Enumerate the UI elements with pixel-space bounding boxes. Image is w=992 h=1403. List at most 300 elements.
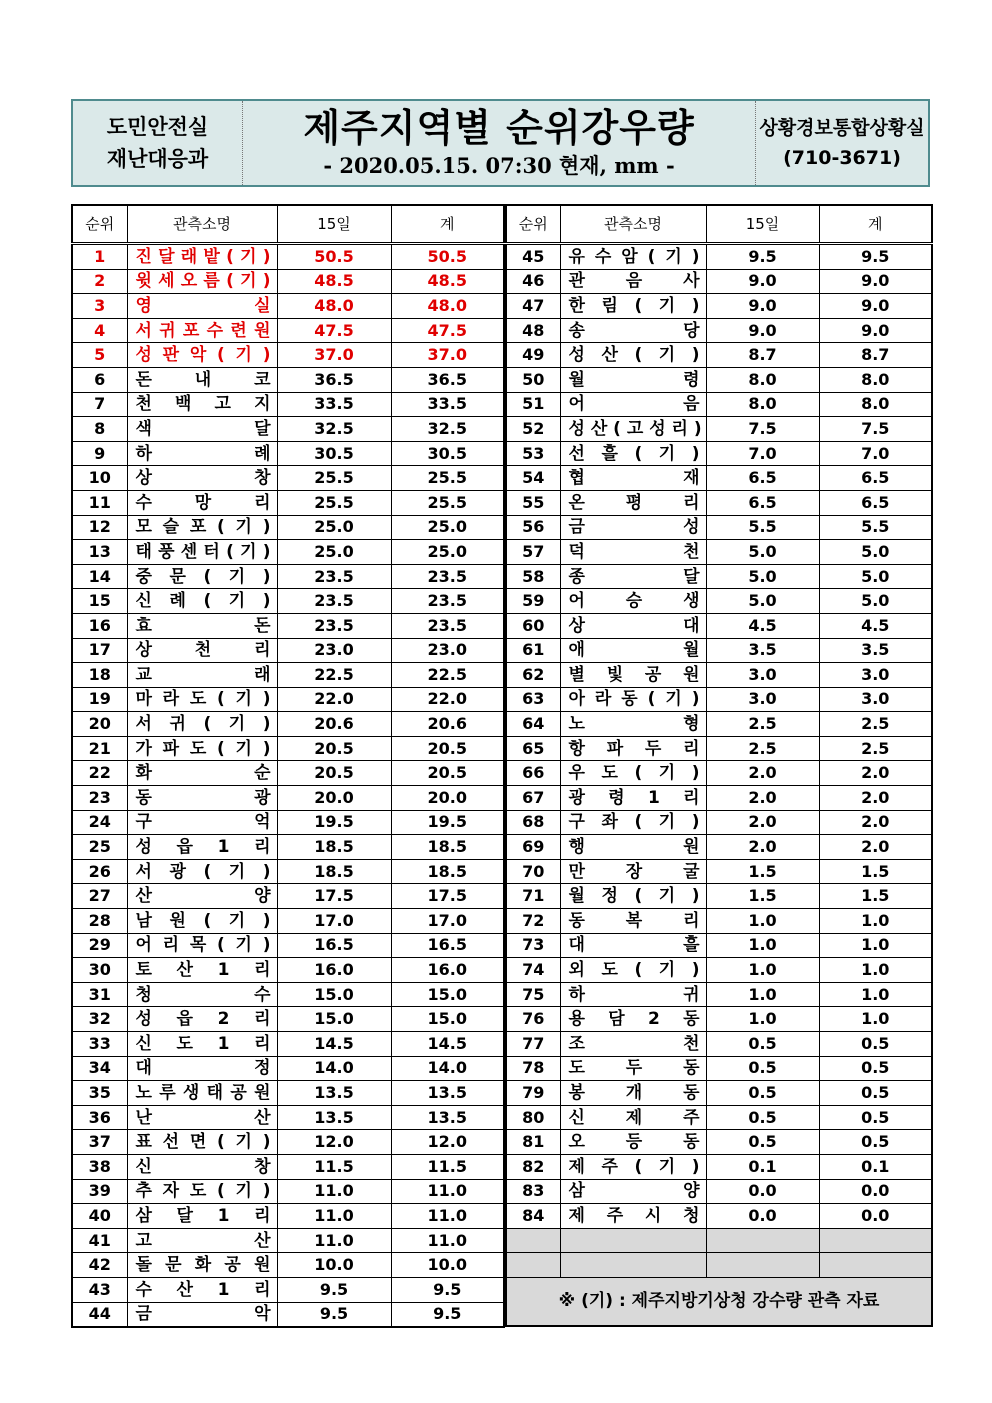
table-row (72, 294, 504, 319)
total-rainfall-cell: 1.5 (819, 859, 932, 884)
station-name-text: 도 두 동 (568, 1058, 700, 1079)
total-rainfall-cell: 17.5 (391, 884, 504, 909)
station-name-text: 항 파 두 리 (568, 738, 700, 759)
station-name-cell (127, 441, 277, 466)
station-name-cell (127, 687, 277, 712)
daily-rainfall-cell: 5.5 (706, 515, 819, 540)
total-rainfall-cell: 22.0 (391, 687, 504, 712)
daily-rainfall-cell: 5.0 (706, 540, 819, 565)
contact-office: 상황경보통합상황실 (759, 117, 925, 139)
total-rainfall-cell: 12.0 (391, 1130, 504, 1155)
table-row (72, 761, 504, 786)
station-name-text: 용 담 2 동 (568, 1009, 700, 1030)
table-row (72, 736, 504, 761)
daily-rainfall-cell: 7.0 (706, 441, 819, 466)
station-name-text: 제 주 시 청 (568, 1205, 700, 1226)
station-name-text: 하 귀 (568, 984, 700, 1005)
station-name-cell (127, 663, 277, 688)
empty-row (506, 1228, 932, 1253)
station-name-text: 신 례 ( 기 ) (135, 591, 271, 612)
total-rainfall-cell: 0.5 (819, 1105, 932, 1130)
daily-rainfall-cell: 22.5 (277, 663, 391, 688)
station-name-text: 돈 내 코 (135, 369, 271, 390)
station-name-cell (127, 810, 277, 835)
daily-rainfall-cell: 19.5 (277, 810, 391, 835)
total-rainfall-cell: 14.5 (391, 1032, 504, 1057)
total-rainfall-cell: 3.5 (819, 638, 932, 663)
table-row (506, 294, 932, 319)
station-name-text: 삼 양 (568, 1181, 700, 1202)
daily-rainfall-cell: 5.0 (706, 564, 819, 589)
station-name-text: 하 례 (135, 443, 271, 464)
table-row (506, 318, 932, 343)
station-name-cell (560, 1130, 706, 1155)
total-rainfall-cell: 2.5 (819, 736, 932, 761)
total-rainfall-cell: 6.5 (819, 466, 932, 491)
station-name-cell (127, 318, 277, 343)
station-name-cell (127, 712, 277, 737)
table-row (506, 466, 932, 491)
col-total-header: 계 (391, 205, 504, 244)
station-name-text: 산 양 (135, 886, 271, 907)
daily-rainfall-cell: 9.0 (706, 269, 819, 294)
department-line1: 도민안전실 (106, 115, 209, 139)
total-rainfall-cell: 18.5 (391, 835, 504, 860)
table-row (72, 835, 504, 860)
table-row (72, 1007, 504, 1032)
table-row (72, 786, 504, 811)
daily-rainfall-cell: 25.5 (277, 490, 391, 515)
rank-cell: 48 (506, 318, 560, 343)
table-row (506, 490, 932, 515)
col-total-header: 계 (819, 205, 932, 244)
station-name-cell (127, 638, 277, 663)
station-name-text: 서 귀 ( 기 ) (135, 714, 271, 735)
rank-cell: 62 (506, 663, 560, 688)
daily-rainfall-cell: 0.5 (706, 1105, 819, 1130)
daily-rainfall-cell: 1.0 (706, 933, 819, 958)
daily-rainfall-cell: 6.5 (706, 490, 819, 515)
rank-cell: 75 (506, 982, 560, 1007)
station-name-text: 어 승 생 (568, 591, 700, 612)
table-row (72, 712, 504, 737)
total-rainfall-cell: 13.5 (391, 1105, 504, 1130)
daily-rainfall-cell: 5.0 (706, 589, 819, 614)
station-name-cell (127, 1056, 277, 1081)
station-name-cell (560, 958, 706, 983)
table-row (72, 540, 504, 565)
station-name-cell (560, 1081, 706, 1106)
total-rainfall-cell: 3.0 (819, 663, 932, 688)
daily-rainfall-cell: 13.5 (277, 1081, 391, 1106)
daily-rainfall-cell: 0.0 (706, 1204, 819, 1229)
station-name-text: 어 음 (568, 394, 700, 415)
contact-box (756, 101, 928, 185)
table-row (72, 933, 504, 958)
total-rainfall-cell: 9.5 (391, 1302, 504, 1327)
table-row (506, 687, 932, 712)
rank-cell: 1 (72, 244, 127, 270)
total-rainfall-cell: 0.0 (819, 1204, 932, 1229)
table-row (506, 367, 932, 392)
total-rainfall-cell: 18.5 (391, 859, 504, 884)
table-row (506, 441, 932, 466)
daily-rainfall-cell: 33.5 (277, 392, 391, 417)
rank-cell: 7 (72, 392, 127, 417)
daily-rainfall-cell: 14.5 (277, 1032, 391, 1057)
station-name-text: 애 월 (568, 640, 700, 661)
station-name-cell (560, 663, 706, 688)
rank-cell: 74 (506, 958, 560, 983)
rank-cell: 23 (72, 786, 127, 811)
station-name-cell (127, 564, 277, 589)
daily-rainfall-cell: 47.5 (277, 318, 391, 343)
daily-rainfall-cell: 9.5 (706, 244, 819, 270)
rank-cell: 18 (72, 663, 127, 688)
table-row (506, 835, 932, 860)
total-rainfall-cell: 37.0 (391, 343, 504, 368)
station-name-cell (560, 466, 706, 491)
station-name-cell (560, 1105, 706, 1130)
rank-cell: 49 (506, 343, 560, 368)
table-header-row (506, 205, 932, 244)
station-name-text: 선 흘 ( 기 ) (568, 443, 700, 464)
total-rainfall-cell: 5.0 (819, 589, 932, 614)
total-rainfall-cell: 48.0 (391, 294, 504, 319)
total-rainfall-cell: 1.0 (819, 982, 932, 1007)
station-name-text: 제 주 ( 기 ) (568, 1156, 700, 1177)
station-name-cell (560, 909, 706, 934)
station-name-cell (127, 1081, 277, 1106)
station-name-text: 만 장 굴 (568, 861, 700, 882)
total-rainfall-cell: 15.0 (391, 982, 504, 1007)
col-day-header: 15일 (277, 205, 391, 244)
daily-rainfall-cell: 37.0 (277, 343, 391, 368)
station-name-cell (127, 835, 277, 860)
table-row (506, 244, 932, 270)
station-name-text: 청 수 (135, 984, 271, 1005)
daily-rainfall-cell: 20.5 (277, 736, 391, 761)
station-name-text: 오 등 동 (568, 1132, 700, 1153)
total-rainfall-cell: 2.5 (819, 712, 932, 737)
table-row (506, 884, 932, 909)
daily-rainfall-cell: 2.0 (706, 761, 819, 786)
rank-cell: 10 (72, 466, 127, 491)
total-rainfall-cell: 25.0 (391, 540, 504, 565)
total-rainfall-cell: 32.5 (391, 417, 504, 442)
rank-cell: 55 (506, 490, 560, 515)
total-rainfall-cell: 10.0 (391, 1253, 504, 1278)
table-row (506, 1154, 932, 1179)
daily-rainfall-cell: 12.0 (277, 1130, 391, 1155)
station-name-text: 돌 문 화 공 원 (135, 1255, 271, 1276)
station-name-text: 중 문 ( 기 ) (135, 566, 271, 587)
total-rainfall-cell: 50.5 (391, 244, 504, 270)
rank-cell: 15 (72, 589, 127, 614)
rank-cell: 14 (72, 564, 127, 589)
table-row (72, 589, 504, 614)
station-name-text: 성 읍 1 리 (135, 837, 271, 858)
total-rainfall-cell: 3.0 (819, 687, 932, 712)
station-name-cell (560, 1056, 706, 1081)
daily-rainfall-cell: 3.5 (706, 638, 819, 663)
table-row (506, 392, 932, 417)
daily-rainfall-cell: 15.0 (277, 1007, 391, 1032)
table-row (72, 1204, 504, 1229)
station-name-text: 성 산 ( 기 ) (568, 345, 700, 366)
daily-rainfall-cell: 2.0 (706, 786, 819, 811)
daily-rainfall-cell: 25.0 (277, 540, 391, 565)
station-name-text: 대 정 (135, 1058, 271, 1079)
station-name-cell (127, 1277, 277, 1302)
station-name-text: 어 리 목 ( 기 ) (135, 935, 271, 956)
station-name-cell (560, 540, 706, 565)
station-name-cell (560, 367, 706, 392)
station-name-text: 표 선 면 ( 기 ) (135, 1132, 271, 1153)
rank-cell: 70 (506, 859, 560, 884)
rank-cell: 59 (506, 589, 560, 614)
rank-cell: 79 (506, 1081, 560, 1106)
rank-cell: 6 (72, 367, 127, 392)
station-name-cell (127, 269, 277, 294)
rank-cell: 51 (506, 392, 560, 417)
total-rainfall-cell: 23.0 (391, 638, 504, 663)
rank-cell: 81 (506, 1130, 560, 1155)
rank-cell: 13 (72, 540, 127, 565)
daily-rainfall-cell: 1.5 (706, 884, 819, 909)
station-name-cell (127, 1204, 277, 1229)
daily-rainfall-cell: 8.0 (706, 367, 819, 392)
station-name-text: 금 악 (135, 1304, 271, 1325)
rank-cell: 52 (506, 417, 560, 442)
station-name-text: 노 형 (568, 714, 700, 735)
rank-cell: 45 (506, 244, 560, 270)
table-row (72, 269, 504, 294)
station-name-cell (560, 392, 706, 417)
table-row (72, 564, 504, 589)
station-name-text: 서 귀 포 수 련 원 (135, 320, 271, 341)
station-name-cell (127, 1007, 277, 1032)
total-rainfall-cell: 11.0 (391, 1228, 504, 1253)
table-row (72, 1154, 504, 1179)
station-name-cell (560, 564, 706, 589)
total-rainfall-cell: 2.0 (819, 761, 932, 786)
table-row (506, 638, 932, 663)
station-name-text: 삼 달 1 리 (135, 1205, 271, 1226)
rank-cell: 33 (72, 1032, 127, 1057)
total-rainfall-cell: 17.0 (391, 909, 504, 934)
daily-rainfall-cell: 3.0 (706, 687, 819, 712)
table-row (506, 736, 932, 761)
station-name-cell (127, 244, 277, 270)
daily-rainfall-cell: 2.0 (706, 835, 819, 860)
empty-row (506, 1253, 932, 1278)
rank-cell: 34 (72, 1056, 127, 1081)
daily-rainfall-cell: 0.5 (706, 1032, 819, 1057)
station-name-cell (560, 859, 706, 884)
station-name-text: 동 복 리 (568, 910, 700, 931)
station-name-cell (560, 613, 706, 638)
total-rainfall-cell: 19.5 (391, 810, 504, 835)
daily-rainfall-cell: 11.5 (277, 1154, 391, 1179)
station-name-text: 유 수 암 ( 기 ) (568, 246, 700, 267)
station-name-cell (560, 736, 706, 761)
rank-cell: 36 (72, 1105, 127, 1130)
station-name-cell (560, 835, 706, 860)
station-name-cell (560, 318, 706, 343)
total-rainfall-cell: 0.5 (819, 1130, 932, 1155)
daily-rainfall-cell: 2.0 (706, 810, 819, 835)
note-row (506, 1277, 932, 1326)
station-name-text: 온 평 리 (568, 492, 700, 513)
station-name-text: 신 창 (135, 1156, 271, 1177)
station-name-text: 송 당 (568, 320, 700, 341)
station-name-cell (127, 786, 277, 811)
daily-rainfall-cell: 18.5 (277, 859, 391, 884)
daily-rainfall-cell: 11.0 (277, 1179, 391, 1204)
table-row (72, 909, 504, 934)
station-name-text: 추 자 도 ( 기 ) (135, 1181, 271, 1202)
total-rainfall-cell: 9.0 (819, 294, 932, 319)
total-rainfall-cell: 23.5 (391, 564, 504, 589)
total-rainfall-cell: 7.5 (819, 417, 932, 442)
station-name-text: 진 달 래 밭 ( 기 ) (135, 246, 271, 267)
station-name-text: 천 백 고 지 (135, 394, 271, 415)
daily-rainfall-cell: 36.5 (277, 367, 391, 392)
daily-rainfall-cell: 17.0 (277, 909, 391, 934)
table-row (506, 1032, 932, 1057)
total-rainfall-cell: 11.0 (391, 1204, 504, 1229)
table-row (72, 1302, 504, 1327)
station-name-cell (127, 933, 277, 958)
total-rainfall-cell: 22.5 (391, 663, 504, 688)
daily-rainfall-cell: 1.5 (706, 859, 819, 884)
table-row (506, 663, 932, 688)
rank-cell: 35 (72, 1081, 127, 1106)
total-rainfall-cell: 14.0 (391, 1056, 504, 1081)
total-rainfall-cell: 7.0 (819, 441, 932, 466)
rank-cell: 73 (506, 933, 560, 958)
table-row (506, 958, 932, 983)
daily-rainfall-cell: 9.0 (706, 318, 819, 343)
table-row (72, 1081, 504, 1106)
station-name-text: 태 풍 센 터 ( 기 ) (135, 541, 271, 562)
rank-cell: 77 (506, 1032, 560, 1057)
daily-rainfall-cell: 8.0 (706, 392, 819, 417)
station-name-cell (127, 761, 277, 786)
daily-rainfall-cell: 9.0 (706, 294, 819, 319)
station-name-cell (560, 712, 706, 737)
station-name-cell (127, 884, 277, 909)
station-name-text: 한 림 ( 기 ) (568, 295, 700, 316)
station-name-cell (127, 417, 277, 442)
station-name-cell (560, 1007, 706, 1032)
daily-rainfall-cell: 23.5 (277, 613, 391, 638)
table-row (72, 1056, 504, 1081)
total-rainfall-cell: 23.5 (391, 589, 504, 614)
station-name-cell (127, 589, 277, 614)
col-station-header: 관측소명 (127, 205, 277, 244)
daily-rainfall-cell: 20.0 (277, 786, 391, 811)
source-note: ※ (기) : 제주지방기상청 강수량 관측 자료 (506, 1277, 932, 1326)
total-rainfall-cell: 1.0 (819, 958, 932, 983)
table-row (72, 1130, 504, 1155)
rank-cell: 72 (506, 909, 560, 934)
station-name-cell (560, 786, 706, 811)
rank-cell: 20 (72, 712, 127, 737)
station-name-cell (560, 1032, 706, 1057)
station-name-text: 아 라 동 ( 기 ) (568, 689, 700, 710)
station-name-text: 수 망 리 (135, 492, 271, 513)
daily-rainfall-cell: 4.5 (706, 613, 819, 638)
col-day-header: 15일 (706, 205, 819, 244)
rank-cell: 12 (72, 515, 127, 540)
daily-rainfall-cell: 0.1 (706, 1154, 819, 1179)
rank-cell: 66 (506, 761, 560, 786)
table-row (72, 982, 504, 1007)
rank-cell: 46 (506, 269, 560, 294)
rank-cell: 17 (72, 638, 127, 663)
table-row (506, 1105, 932, 1130)
station-name-cell (127, 982, 277, 1007)
station-name-cell (560, 810, 706, 835)
rank-cell: 39 (72, 1179, 127, 1204)
station-name-text: 수 산 1 리 (135, 1279, 271, 1300)
total-rainfall-cell: 8.0 (819, 392, 932, 417)
station-name-text: 구 억 (135, 812, 271, 833)
rank-cell: 68 (506, 810, 560, 835)
station-name-cell (127, 392, 277, 417)
rank-cell: 83 (506, 1179, 560, 1204)
col-station-header: 관측소명 (560, 205, 706, 244)
daily-rainfall-cell: 23.0 (277, 638, 391, 663)
total-rainfall-cell: 9.5 (819, 244, 932, 270)
table-row (506, 761, 932, 786)
total-rainfall-cell: 8.7 (819, 343, 932, 368)
daily-rainfall-cell: 0.5 (706, 1130, 819, 1155)
total-rainfall-cell: 0.5 (819, 1081, 932, 1106)
table-row (72, 466, 504, 491)
total-rainfall-cell: 25.5 (391, 490, 504, 515)
rank-cell: 4 (72, 318, 127, 343)
total-rainfall-cell: 5.0 (819, 540, 932, 565)
page-subtitle: - 2020.05.15. 07:30 현재, mm - (323, 153, 675, 178)
rank-cell: 19 (72, 687, 127, 712)
rank-cell: 76 (506, 1007, 560, 1032)
table-row (72, 1253, 504, 1278)
table-row (506, 933, 932, 958)
daily-rainfall-cell: 1.0 (706, 958, 819, 983)
table-row (506, 982, 932, 1007)
daily-rainfall-cell: 15.0 (277, 982, 391, 1007)
total-rainfall-cell: 33.5 (391, 392, 504, 417)
table-row (506, 613, 932, 638)
daily-rainfall-cell: 23.5 (277, 564, 391, 589)
table-row (506, 1130, 932, 1155)
station-name-cell (127, 1228, 277, 1253)
station-name-text: 월 령 (568, 369, 700, 390)
col-rank-header: 순위 (506, 205, 560, 244)
rank-cell: 61 (506, 638, 560, 663)
table-row (506, 712, 932, 737)
station-name-text: 마 라 도 ( 기 ) (135, 689, 271, 710)
station-name-text: 동 광 (135, 787, 271, 808)
station-name-cell (127, 343, 277, 368)
station-name-cell (560, 589, 706, 614)
table-row (506, 417, 932, 442)
table-row (72, 318, 504, 343)
station-name-text: 상 창 (135, 468, 271, 489)
